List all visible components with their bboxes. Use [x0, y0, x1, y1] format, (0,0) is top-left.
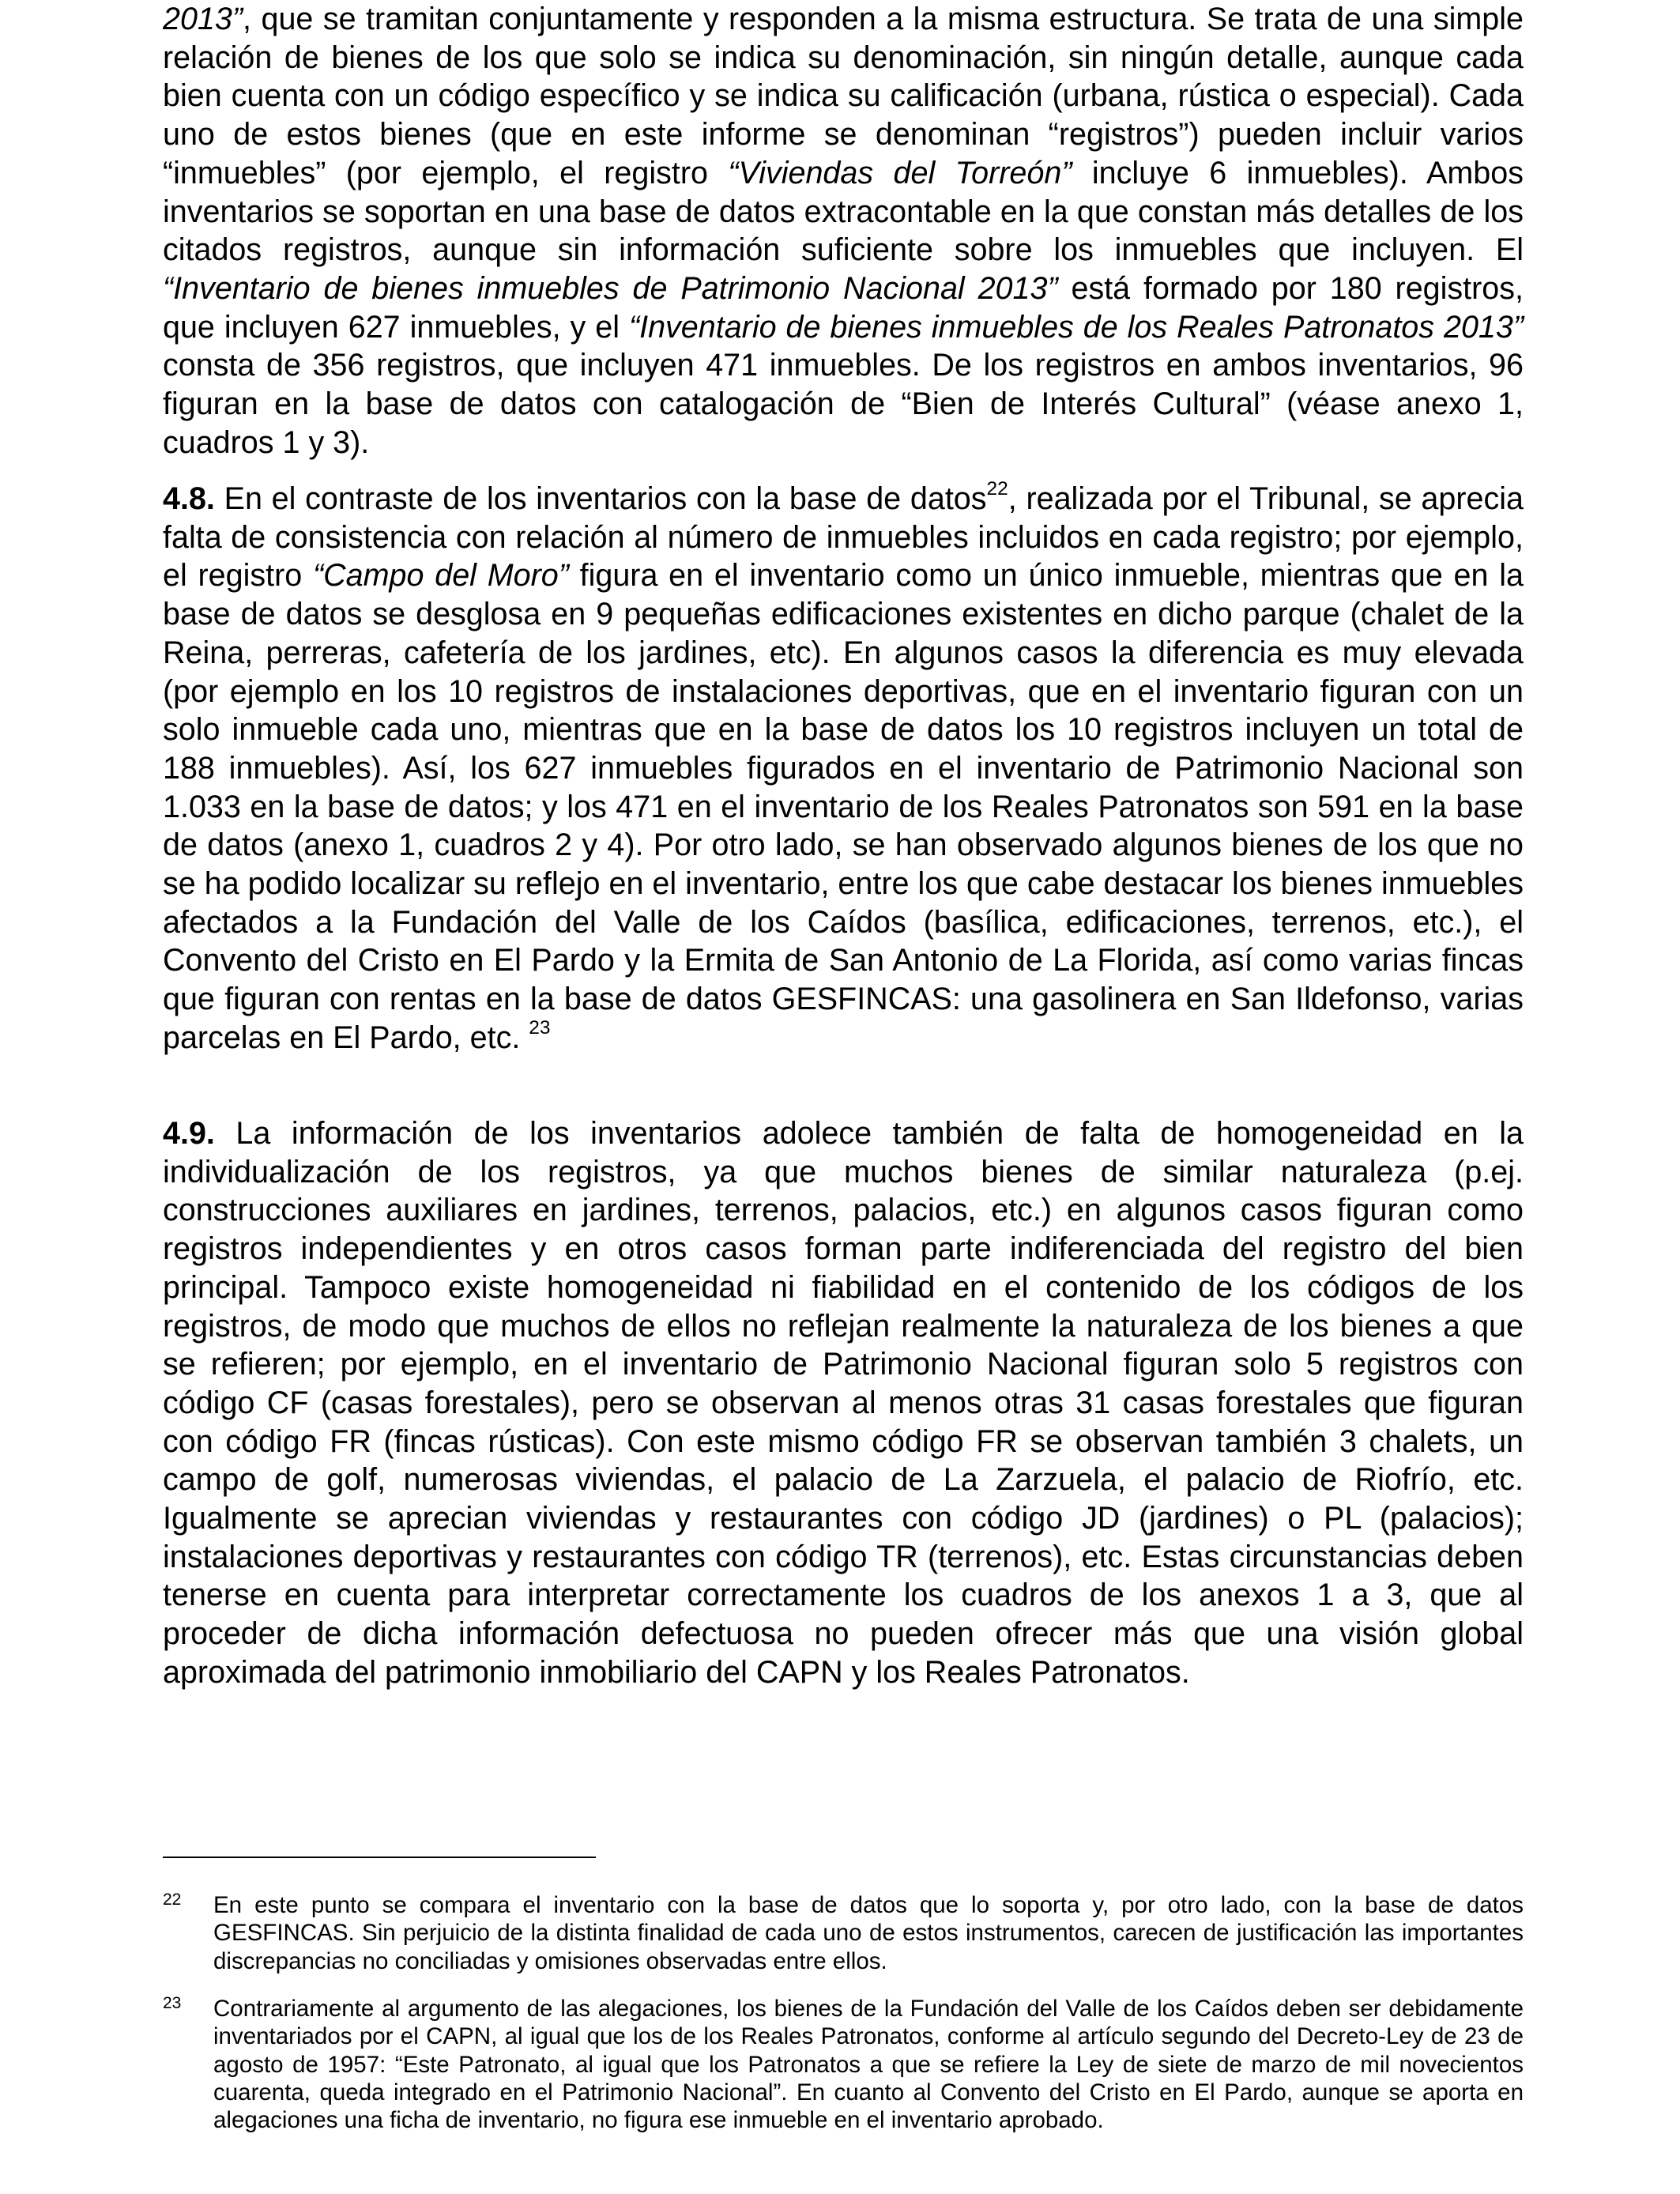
paragraph-number: 4.9. — [163, 1116, 215, 1151]
paragraph-number: 4.8. — [163, 481, 215, 516]
paragraph-text: figura en el inventario como un único inmueble, mientras que en la base de datos se desglosa en 9 pequeñas edificaciones existentes en dicho parque (chalet de la Reina, perreras, cafetería de los jardines, etc). En algunos casos la diferencia es muy elevada (por ejemplo en los 10 registros de instalaciones deportivas, que en el inventario figuran con un solo inmueble cada uno, mientras que en la base de datos los 10 registros incluyen un total de 188 inmuebles). Así, los 627 inmuebles figurados en el inventario de Patrimonio Nacional son 1.033 en la base de datos; y los 471 en el inventario de los Reales Patronatos son 591 en la base de datos (anexo 1, cuadros 2 y 4). Por otro lado, se han observado algunos bienes de los que no se ha podido localizar su reflejo en el inventario, entre los que cabe destacar los bienes inmuebles afectados a la Fundación del Valle de los Caídos (basílica, edificaciones, terrenos, etc.), el Convento del Cristo en El Pardo y la Ermita de San Antonio de La Florida, así como varias fincas que figuran con rentas en la base de datos GESFINCAS: una gasolinera en San Ildefonso, varias parcelas en El Pardo, etc. — [163, 558, 1524, 1055]
footnote-text: En este punto se compara el inventario con la base de datos que lo soporta y, por otro lado, con la base de datos GESFINCAS. Sin perjuicio de la distinta finalidad de cada uno de estos instrumentos, carecen de justificación las importantes discrepancias no conciliadas y omisiones observadas entre ellos. — [213, 1892, 1524, 1974]
italic-text: 2013” — [163, 2, 243, 36]
footnote-23 — [163, 1995, 1524, 2134]
footnote-separator — [163, 1857, 596, 1858]
paragraph-text: La información de los inventarios adolece también de falta de homogeneidad en la individualización de los registros, ya que muchos bienes de similar naturaleza (p.ej. construcciones auxiliares en jardines, terrenos, palacios, etc.) en algunos casos figuran como registros independientes y en otros casos forman parte indiferenciada del registro del bien principal. Tampoco existe homogeneidad ni fiabilidad en el contenido de los códigos de los registros, de modo que muchos de ellos no reflejan realmente la naturaleza de los bienes a que se refieren; por ejemplo, en el inventario de Patrimonio Nacional figuran solo 5 registros con código CF (casas forestales), pero se observan al menos otras 31 casas forestales que figuran con código FR (fincas rústicas). Con este mismo código FR se observan también 3 chalets, un campo de golf, numerosas viviendas, el palacio de La Zarzuela, el palacio de Riofrío, etc. Igualmente se aprecian viviendas y restaurantes con código JD (jardines) o PL (palacios); instalaciones deportivas y restaurantes con código TR (terrenos), etc. Estas circunstancias deben tenerse en cuenta para interpretar correctamente los cuadros de los anexos 1 a 3, que al proceder de dicha información defectuosa no pueden ofrecer más que una visión global aproximada del patrimonio inmobiliario del CAPN y los Reales Patronatos. — [163, 1116, 1524, 1690]
paragraph-continued — [163, 0, 1524, 462]
footnote-number: 23 — [163, 1994, 182, 2012]
italic-text: “Inventario de bienes inmuebles de Patrimonio Nacional 2013” — [163, 270, 1058, 306]
italic-text: “Viviendas del Torreón” — [728, 155, 1072, 190]
italic-text: “Inventario de bienes inmuebles de los Reales Patronatos 2013” — [628, 309, 1524, 345]
paragraph-text: consta de 356 registros, que incluyen 471 inmuebles. De los registros en ambos inventarios, 96 figuran en la base de datos con catalogación de “Bien de Interés Cultural” (véase anexo 1, cuadros 1 y 3). — [163, 348, 1524, 460]
italic-text: “Campo del Moro” — [312, 558, 569, 594]
footnote-reference[interactable]: 23 — [529, 1017, 551, 1039]
footnote-reference[interactable]: 22 — [986, 478, 1008, 500]
paragraph-text: En el contraste de los inventarios con la base de datos — [214, 481, 987, 516]
paragraph-text: incluye 6 inmuebles). Ambos inventarios se soportan en una base de datos extracontable en la que constan más detalles de los citados registros, aunque sin información suficiente sobre los inmuebles que incluyen. El — [163, 155, 1524, 268]
paragraph-4-9 — [163, 1114, 1524, 1692]
footnote-22 — [163, 1891, 1524, 1975]
paragraph-text: está formado por 180 registros, que incluyen 627 inmuebles, y el — [163, 270, 1524, 345]
paragraph-text: , que se tramitan conjuntamente y responden a la misma estructura. Se trata de una simple relación de bienes de los que solo se indica su denominación, sin ningún detalle, aunque cada bien cuenta con un código específico y se indica su calificación (urbana, rústica o especial). Cada uno de estos bienes (que en este informe se denominan “registros”) pueden incluir varios “inmuebles” (por ejemplo, el registro — [163, 2, 1524, 190]
paragraph-4-8 — [163, 480, 1524, 1057]
paragraph-text: , realizada por el Tribunal, se aprecia falta de consistencia con relación al número de inmuebles incluidos en cada registro; por ejemplo, el registro — [163, 481, 1524, 594]
footnote-text: Contrariamente al argumento de las alegaciones, los bienes de la Fundación del Valle de los Caídos deben ser debidamente inventariados por el CAPN, al igual que los de los Reales Patronatos, conforme al artículo segundo del Decreto-Ley de 23 de agosto de 1957: “Este Patronato, al igual que los Patronatos a que se refiere la Ley de siete de marzo de mil novecientos cuarenta, queda integrado en el Patrimonio Nacional”. En cuanto al Convento del Cristo en El Pardo, aunque se aporta en alegaciones una ficha de inventario, no figura ese inmueble en el inventario aprobado. — [213, 1996, 1524, 2134]
footnote-number: 22 — [163, 1891, 182, 1909]
